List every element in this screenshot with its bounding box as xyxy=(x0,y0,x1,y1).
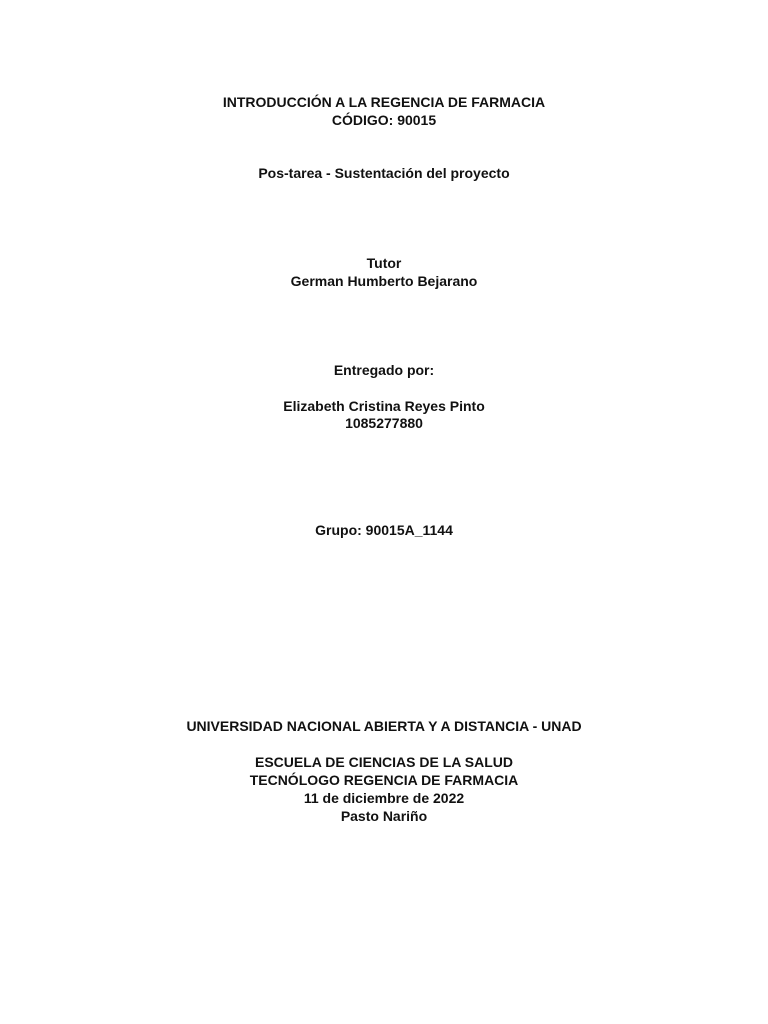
university-name: UNIVERSIDAD NACIONAL ABIERTA Y A DISTANCIA - UNAD xyxy=(186,718,582,734)
assignment-title: Pos-tarea - Sustentación del proyecto xyxy=(258,165,510,181)
program-name: TECNÓLOGO REGENCIA DE FARMACIA xyxy=(249,772,519,788)
submission-date: 11 de diciembre de 2022 xyxy=(303,790,465,806)
school-name: ESCUELA DE CIENCIAS DE LA SALUD xyxy=(255,754,513,770)
group-code: Grupo: 90015A_1144 xyxy=(315,522,453,538)
city: Pasto Nariño xyxy=(340,808,428,824)
tutor-name: German Humberto Bejarano xyxy=(290,273,478,289)
tutor-label: Tutor xyxy=(366,255,402,271)
course-code: CÓDIGO: 90015 xyxy=(331,112,437,128)
submitted-by-label: Entregado por: xyxy=(333,362,435,378)
student-name: Elizabeth Cristina Reyes Pinto xyxy=(283,398,485,414)
course-title: INTRODUCCIÓN A LA REGENCIA DE FARMACIA xyxy=(222,94,546,110)
student-id: 1085277880 xyxy=(345,415,423,431)
